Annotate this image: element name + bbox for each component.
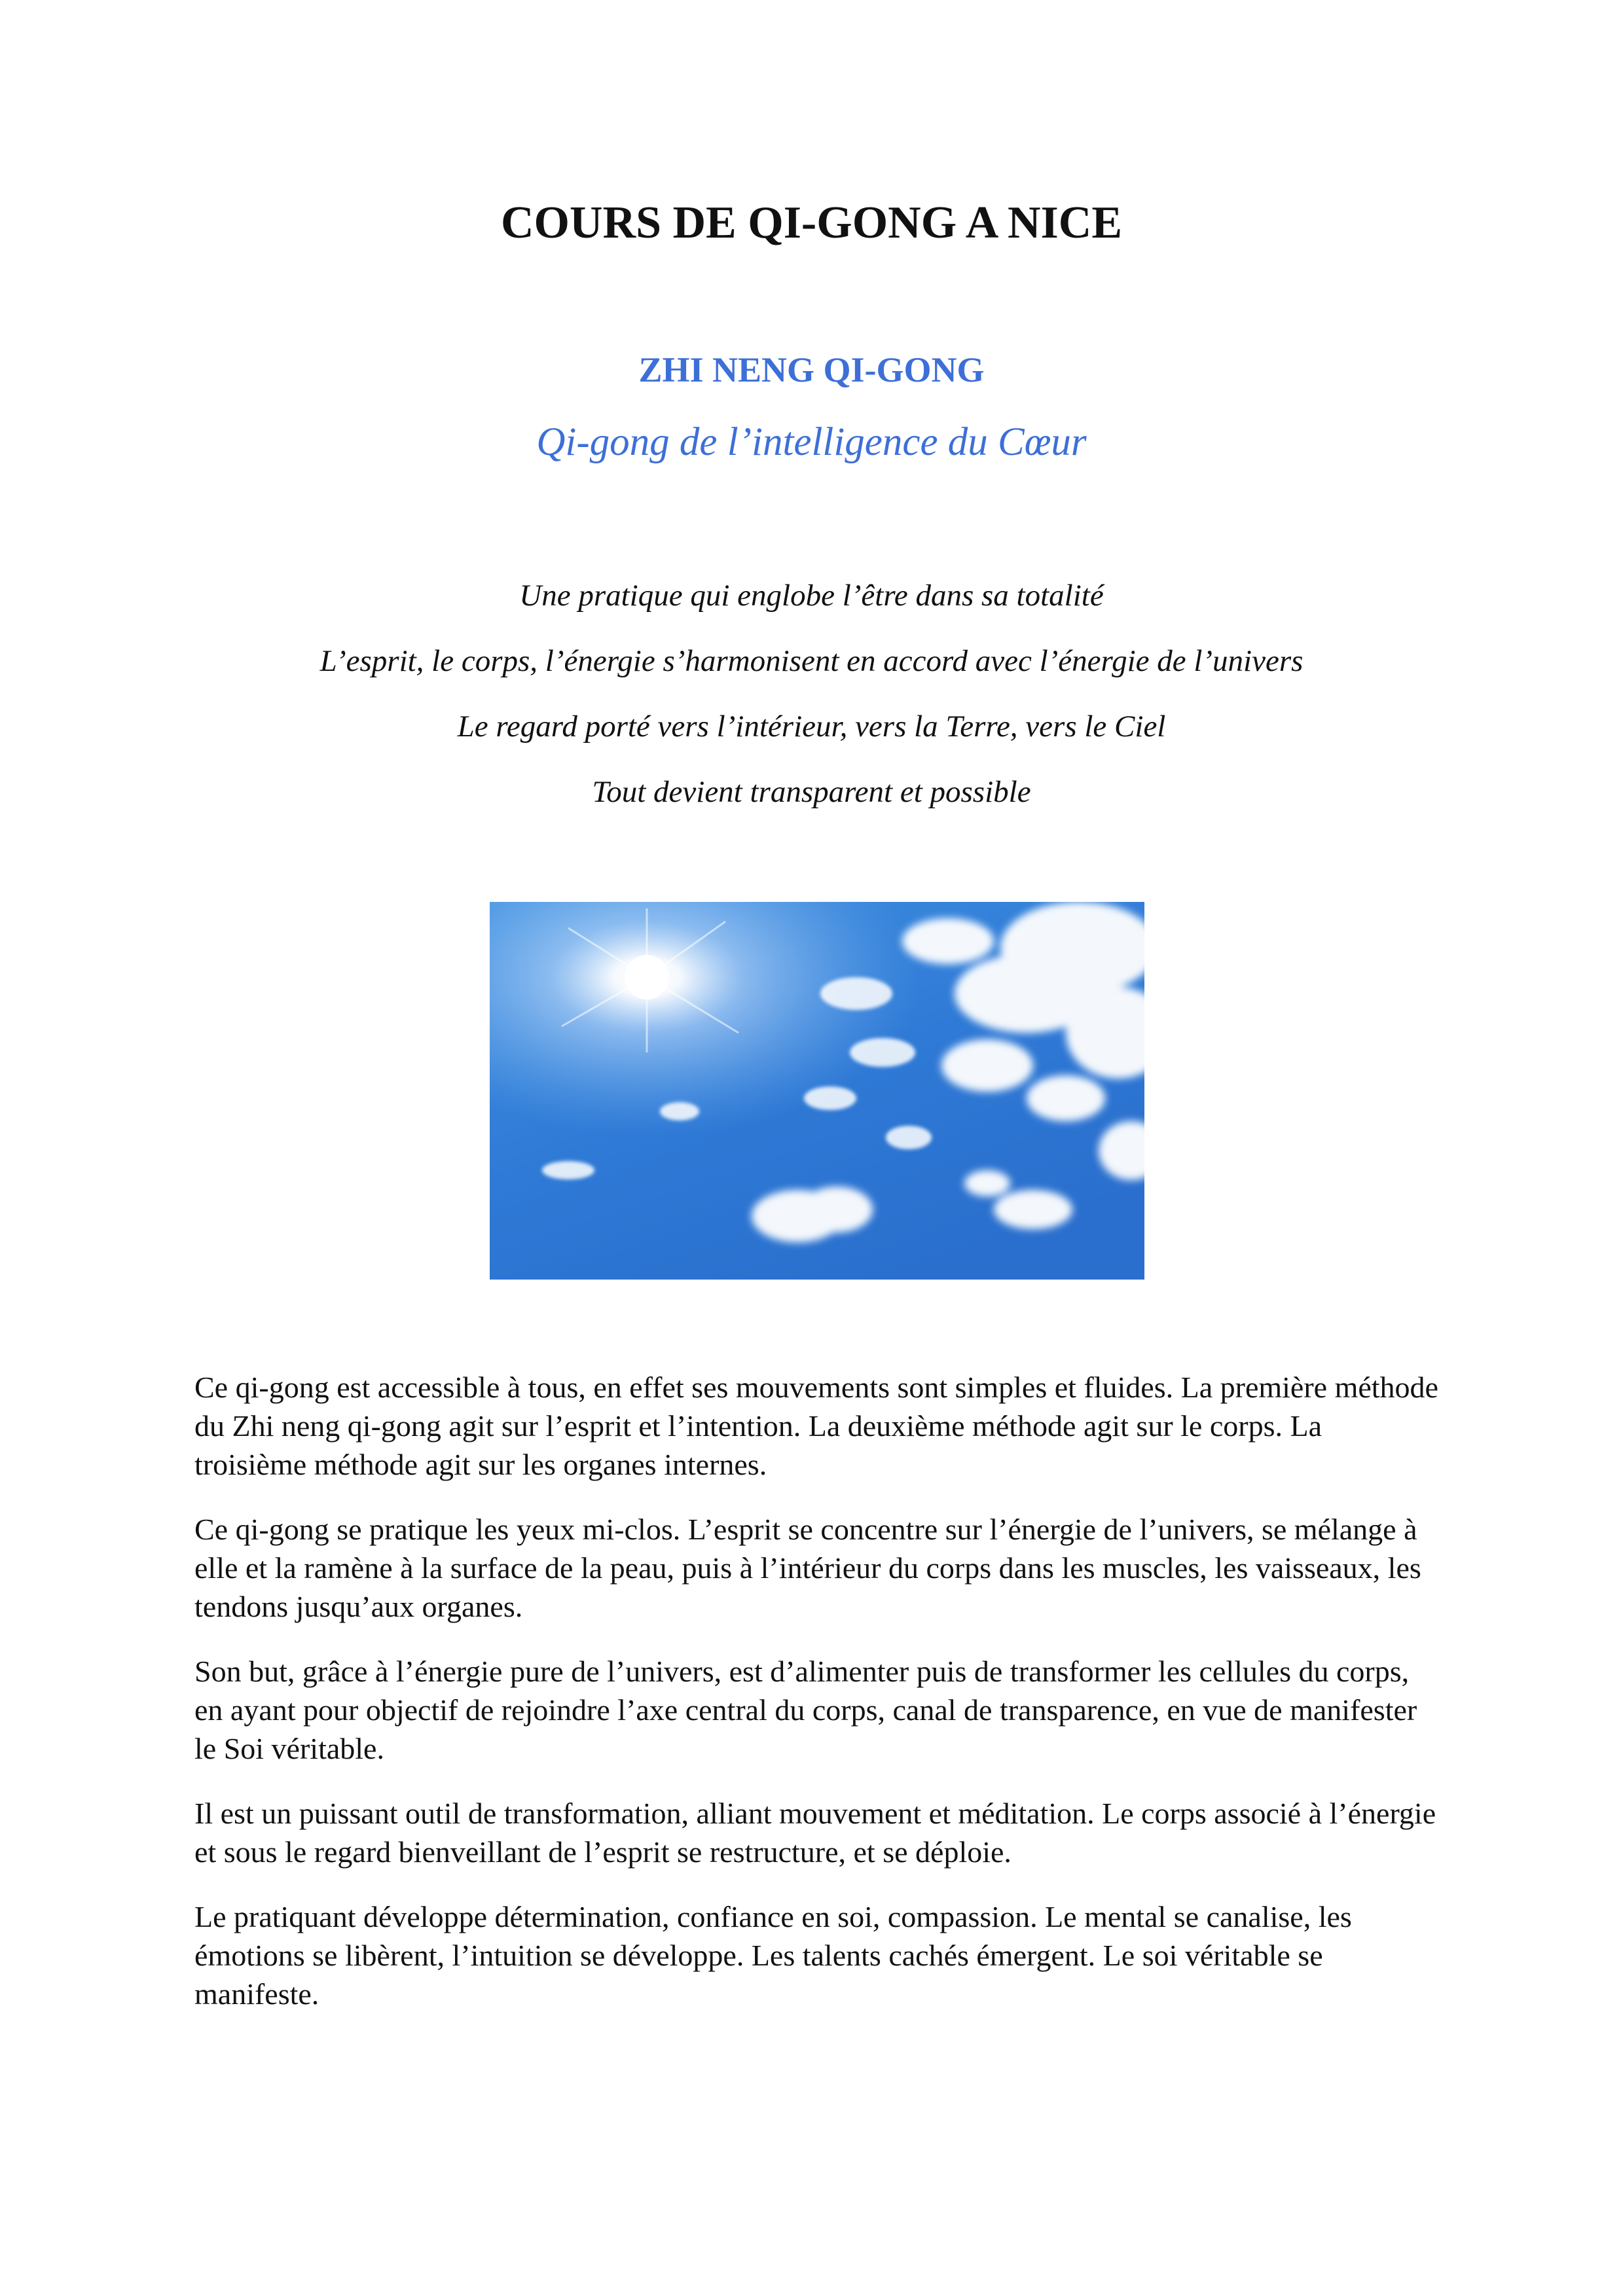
verse-line-3: Le regard porté vers l’intérieur, vers la Terre, vers le Ciel (457, 709, 1166, 744)
paragraph-2: Ce qi-gong se pratique les yeux mi-clos. L’esprit se concentre sur l’énergie de l’univers, se mélange à elle et la ramène à la surface de la peau, puis à l’intérieur du corps dans les muscles, les vaisseaux, les tendons jusqu’aux organes. (194, 1513, 1421, 1623)
page-title: COURS DE QI-GONG A NICE (500, 198, 1123, 248)
sun-sky-clouds-photo-icon (490, 902, 1144, 1280)
body-text (194, 1368, 1438, 2039)
tagline: Qi-gong de l’intelligence du Cœur (536, 420, 1087, 464)
sky-photo (490, 902, 1144, 1280)
paragraph-4: Il est un puissant outil de transformation, alliant mouvement et méditation. Le corps associé à l’énergie et sous le regard bienveillant de l’esprit se restructure, et se déploie. (194, 1797, 1436, 1869)
paragraph-3: Son but, grâce à l’énergie pure de l’univers, est d’alimenter puis de transformer les cellules du corps, en ayant pour objectif de rejoindre l’axe central du corps, canal de transparence, en vue de manifester le Soi véritable. (194, 1655, 1417, 1765)
paragraph-1: Ce qi-gong est accessible à tous, en effet ses mouvements sont simples et fluides. La première méthode du Zhi neng qi-gong agit sur l’esprit et l’intention. La deuxième méthode agit sur le corps. La troisième méthode agit sur les organes internes. (194, 1371, 1438, 1481)
verse-line-2: L’esprit, le corps, l’énergie s’harmonisent en accord avec l’énergie de l’univers (319, 644, 1304, 678)
paragraph-5: Le pratiquant développe détermination, confiance en soi, compassion. Le mental se canalise, les émotions se libèrent, l’intuition se développe. Les talents cachés émergent. Le soi véritable se manifeste. (194, 1900, 1352, 2011)
subtitle: ZHI NENG QI-GONG (638, 350, 985, 389)
verse-line-4: Tout devient transparent et possible (592, 775, 1031, 809)
verse-line-1: Une pratique qui englobe l’être dans sa totalité (519, 579, 1104, 613)
